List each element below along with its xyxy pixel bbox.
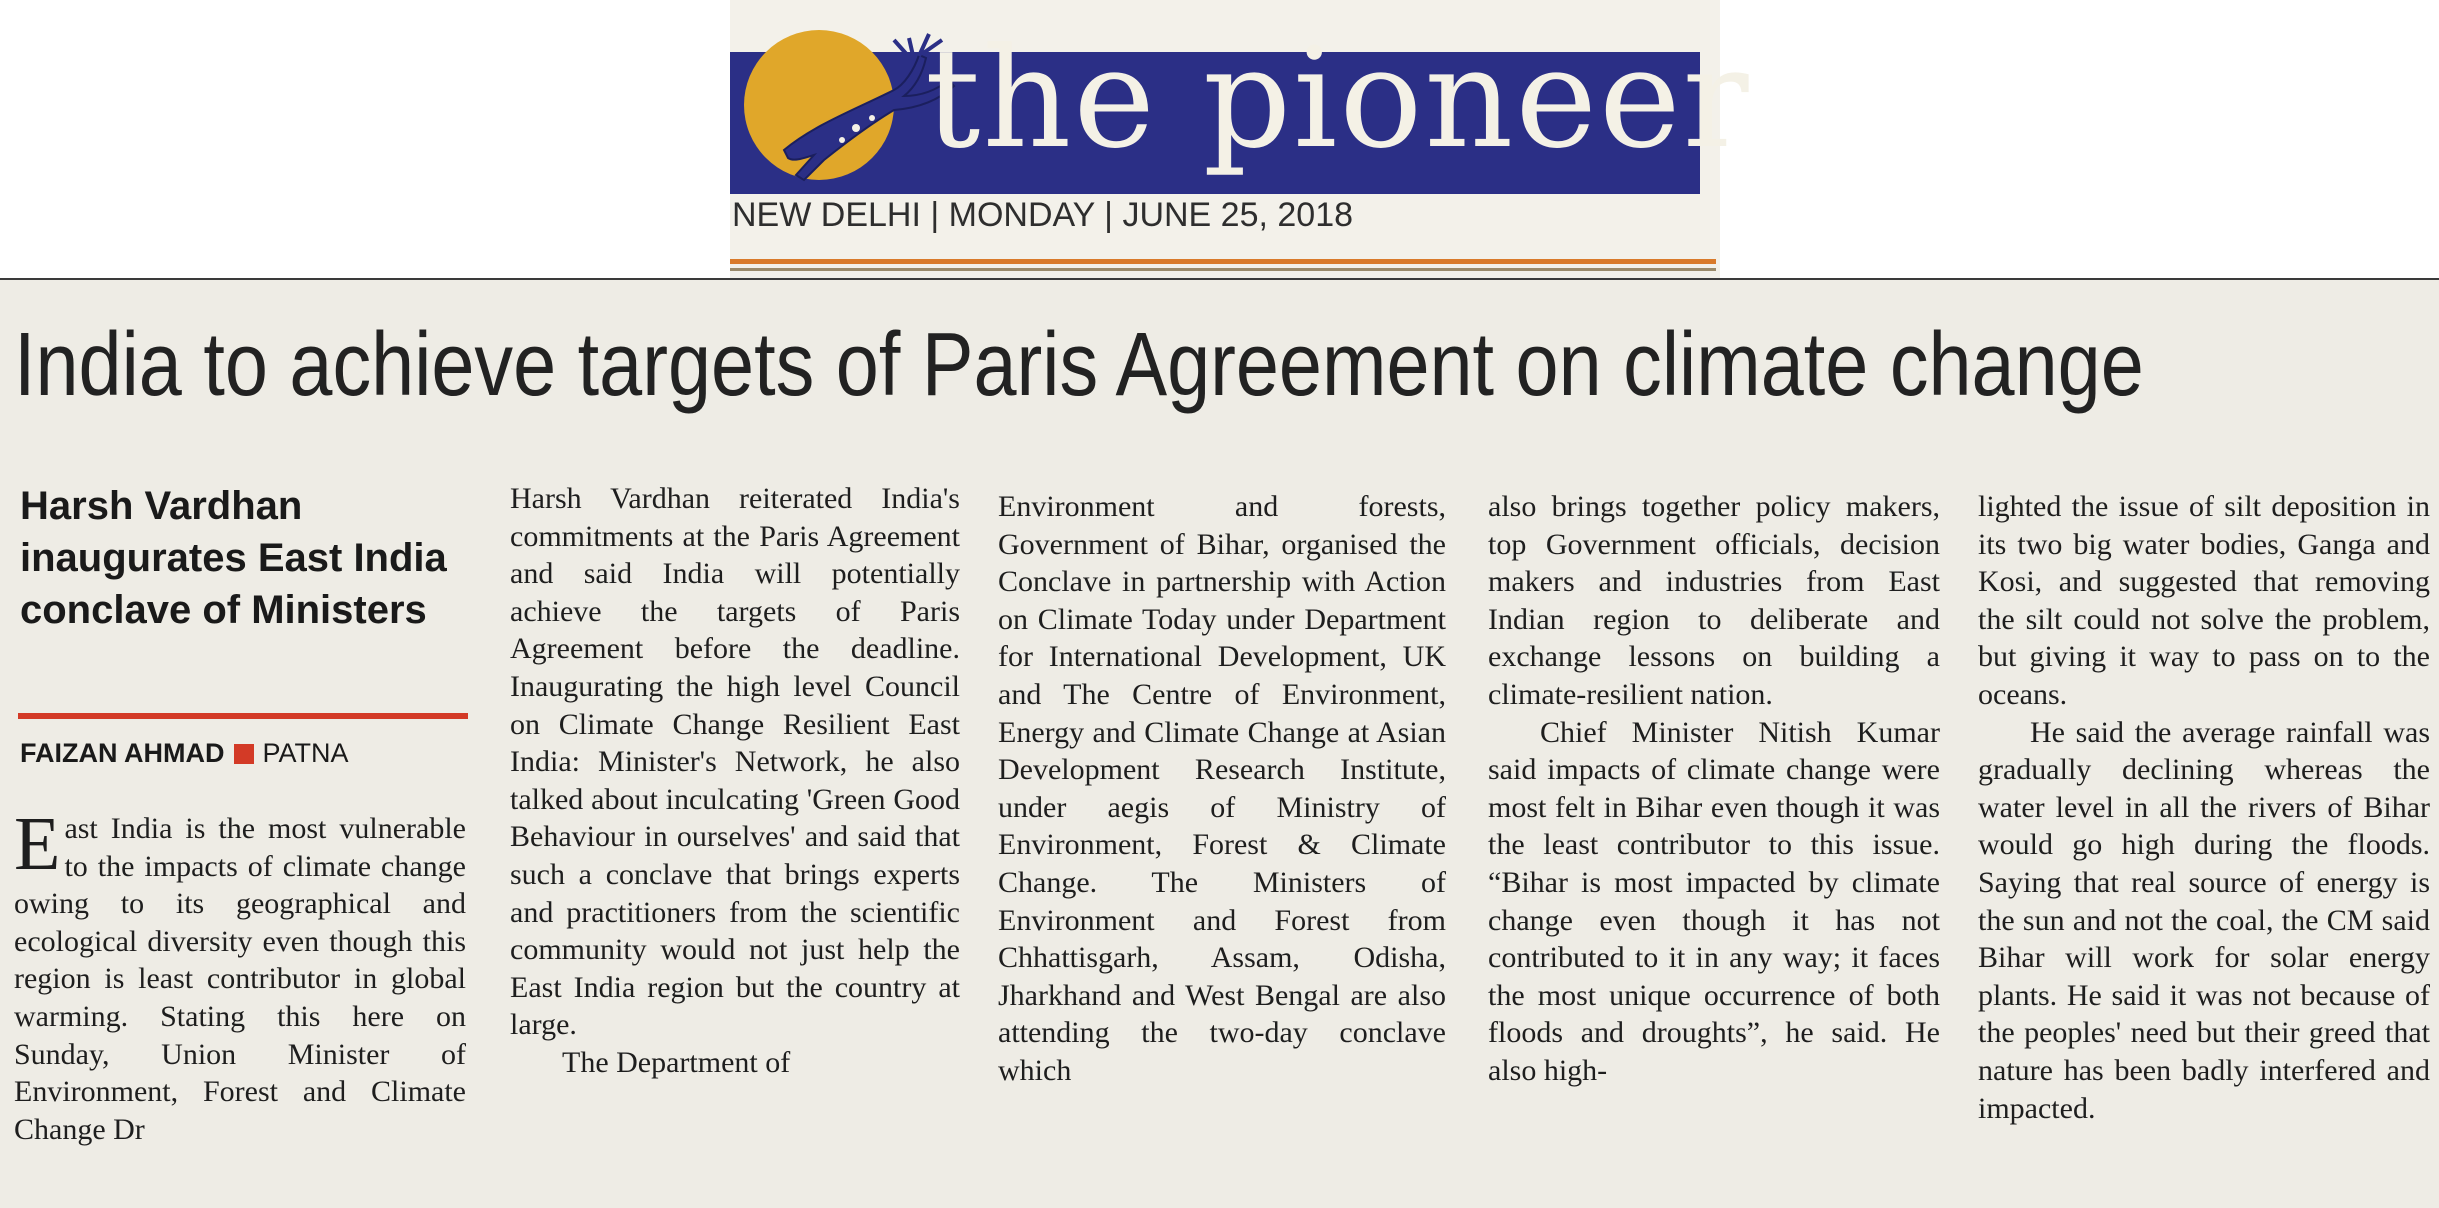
byline-separator-icon [234, 744, 254, 764]
deck: Harsh Vardhan inaugurates East India conclave of Ministers [20, 484, 447, 632]
article-column-5 [1978, 488, 2430, 1127]
drop-cap: E [14, 802, 61, 886]
newspaper-name: the pioneer [925, 18, 1751, 179]
article-paragraph: Chief Minister Nitish Kumar said impacts of climate change were most felt in Bihar even though it was the least contributor to this issue. “Bihar is most impacted by climate change even though it has not contributed to it in any way; it faces the most unique occurrence of both floods and droughts”, he said. He also high- [1488, 715, 1940, 1087]
byline-author: FAIZAN AHMAD [20, 738, 225, 768]
paragraph-text: ast India is the most vulnerable to the impacts of climate change owing to its geographical and ecological diversity even though this region is least contributor in global warming. Stating this here on Sunday, Union Minister of Environment, Forest and Climate Change Dr [14, 812, 466, 1146]
masthead-rule [730, 259, 1716, 264]
article-paragraph: also brings together policy makers, top Government officials, decision makers and industries from East Indian region to deliberate and exchange lessons on building a climate-resilient nation. [1488, 490, 1940, 711]
masthead-rule-secondary [730, 268, 1716, 271]
article-column-4 [1488, 488, 1940, 1090]
headline: India to achieve targets of Paris Agreement on climate change [14, 315, 2144, 415]
article-paragraph: The Department of [562, 1045, 791, 1079]
byline [20, 738, 349, 769]
article-column-2 [510, 480, 960, 1082]
article-paragraph: Environment and forests, Government of Bihar, organised the Conclave in partnership with Action on Climate Today under Department for International Development, UK and The Centre of Environment, Energy and Climate Change at Asian Development Research Institute, under aegis of Ministry of Environment, Forest & Climate Change. The Ministers of Environment and Forest from Chhattisgarh, Assam, Odisha, Jharkhand and West Bengal are also attending the two-day conclave which [998, 490, 1446, 1087]
article-column-1 [14, 802, 466, 1148]
article-paragraph: Harsh Vardhan reiterated India's commitments at the Paris Agreement and said India will potentially achieve the targets of Paris Agreement before the deadline. Inaugurating the high level Council on Climate Change Resilient East India: Minister's Network, he also talked about inculcating 'Green Good Behaviour in ourselves' and said that such a conclave that brings experts and practitioners from the scientific community would not just help the East India region but the country at large. [510, 482, 960, 1042]
article-paragraph [14, 802, 466, 1148]
masthead [730, 0, 1751, 278]
article-paragraph: He said the average rainfall was gradually declining whereas the water level in all the rivers of Bihar would go high during the floods. Saying that real source of energy is the sun and not the coal, the CM said Bihar will work for solar energy plants. He said it was not because of the peoples' need but their greed that nature has been badly interfered and impacted. [1978, 715, 2430, 1125]
dateline: NEW DELHI | MONDAY | JUNE 25, 2018 [732, 196, 1354, 234]
article-paragraph: lighted the issue of silt deposition in its two big water bodies, Ganga and Kosi, and suggested that removing the silt could not solve the problem, but giving it way to pass on to the oceans. [1978, 490, 2430, 711]
article-column-3 [998, 488, 1446, 1090]
deck-divider [18, 713, 468, 719]
article-clipping [0, 278, 2439, 1208]
leaping-deer-emblem-icon [744, 30, 894, 180]
byline-place: PATNA [262, 738, 349, 768]
